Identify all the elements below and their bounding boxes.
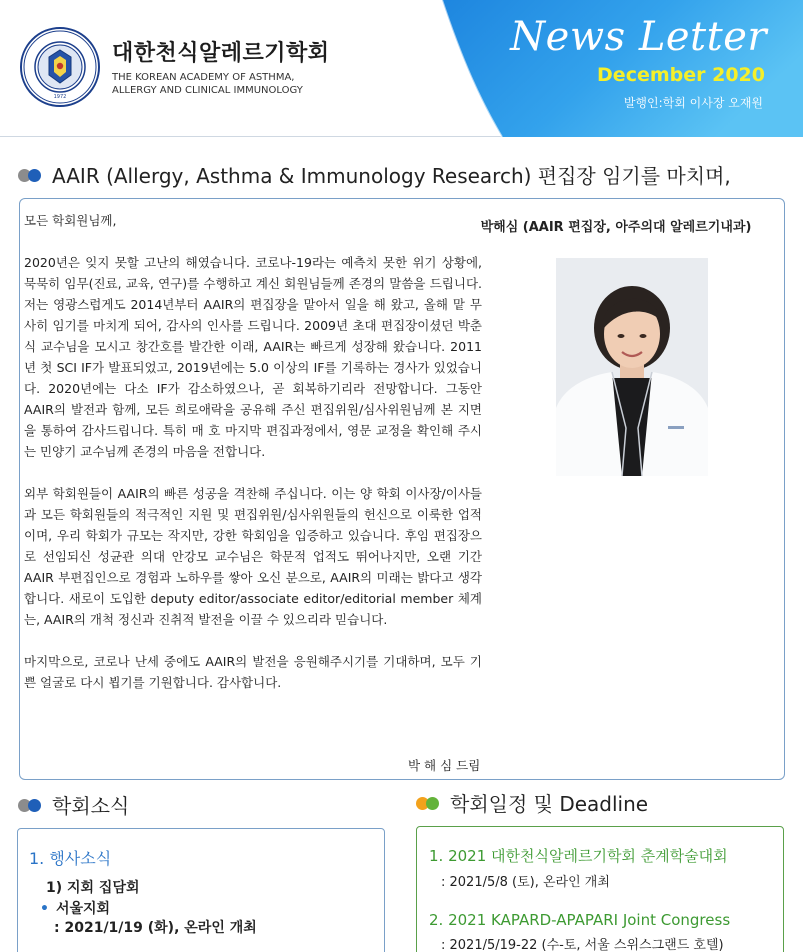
schedule-heading-text: 학회일정 및 Deadline xyxy=(450,792,649,816)
author-photo xyxy=(556,258,708,476)
article-body xyxy=(24,210,482,693)
article-author: 박해심 (AAIR 편집장, 아주의대 알레르기내과) xyxy=(480,220,752,235)
org-name-english xyxy=(112,71,303,97)
academy-seal-logo xyxy=(20,27,100,107)
newsletter-title: News Letter xyxy=(510,14,767,60)
article-greeting: 모든 학회원님께, xyxy=(24,213,117,228)
heading-bullet-icon xyxy=(18,167,44,183)
org-name-korean: 대한천식알레르기학회 xyxy=(112,41,330,66)
article-paragraph-3: 마지막으로, 코로나 난세 중에도 AAIR의 발전을 응원해주시기를 기대하며, 모두 기쁜 얼굴로 다시 뵙기를 기원합니다. 감사합니다. xyxy=(24,654,482,690)
article-signature: 박 해 심 드림 xyxy=(408,758,481,773)
news-section-heading xyxy=(18,790,129,819)
schedule-item-title: 2. 2021 KAPARD-APAPARI Joint Congress xyxy=(429,911,731,929)
newsletter-header xyxy=(0,0,803,137)
schedule-item-date: : 2021/5/19-22 (수-토, 서울 스위스그랜드 호텔) xyxy=(441,938,724,952)
news-sub-title: 1) 지회 집담회 xyxy=(46,880,140,896)
news-bullet-item xyxy=(40,898,110,918)
bullet-dot-icon: • xyxy=(40,901,49,917)
newsletter-issue-date: December 2020 xyxy=(597,64,765,86)
schedule-heading-bullet-icon xyxy=(416,795,442,811)
author-portrait-image xyxy=(556,258,708,476)
article-paragraph-2: 외부 학회원들이 AAIR의 빠른 성공을 격찬해 주십니다. 이는 양 학회 이사장/이사들과 모든 학회원들의 적극적인 지원 및 편집위원/심사위원들의 헌신으로 이룩한 업적이며, 우리 학회가 규모는 작지만, 강한 학회임을 입증하고 있습니다. 후임 편집장으로 선임되신 성균관 의대 안강모 교수님은 학문적 업적도 뛰어나지만, 오랜 기간 AAIR 부편집인으로 경험과 노하우를 쌓아 오신 분으로, AAIR의 미래는 밝다고 생각합니다. 새로이 도입한 deputy editor/associate editor/editorial member 체계는, AAIR의 개척 정신과 진취적 발전을 이끌 수 있으리라 믿습니다. xyxy=(24,486,482,627)
schedule-section-heading xyxy=(416,788,648,817)
news-item-title: 1. 행사소식 xyxy=(29,849,112,868)
schedule-item xyxy=(429,911,730,952)
seal-year: 1972 xyxy=(53,94,67,100)
article-paragraph-1: 2020년은 잊지 못할 고난의 해였습니다. 코로나-19라는 예측치 못한 위기 상황에, 묵묵히 임무(진료, 교육, 연구)를 수행하고 계신 회원님들께 존경의 말씀을 드립니다. 저는 영광스럽게도 2014년부터 AAIR의 편집장을 맡아서 일을 해 왔고, 올해 맡 무사히 임기를 마치게 되어, 감사의 인사를 드립니다. 2009년 초대 편집장이셨던 박춘식 교수님을 모시고 창간호를 발간한 이래, AAIR는 빠르게 성장해 왔습니다. 2011년 첫 SCI IF가 발표되었고, 2019년에는 5.0 이상의 IF를 기록하는 경사가 있었습니다. 2020년에는 다소 IF가 감소하였으나, 곧 회복하기리라 전망합니다. 그동안 AAIR의 발전과 함께, 모든 희로애락을 공유해 주신 편집위원/심사위원님께 본 지면을 통하여 감사드립니다. 특히 매 호 마지막 편집과정에서, 영문 교정을 확인해 주시는 민양기 교수님께 존경의 마음을 전합니다. xyxy=(24,255,482,459)
article-heading-text: AAIR (Allergy, Asthma & Immunology Research) 편집장 임기를 마치며, xyxy=(52,164,731,188)
news-bullet-label: 서울지회 xyxy=(55,901,111,917)
org-name-english-line2: ALLERGY AND CLINICAL IMMUNOLOGY xyxy=(112,85,303,96)
news-heading-bullet-icon xyxy=(18,797,44,813)
schedule-item-title: 1. 2021 대한천식알레르기학회 춘계학술대회 xyxy=(429,847,728,865)
newsletter-publisher: 발행인:학회 이사장 오재원 xyxy=(623,96,763,110)
schedule-item xyxy=(429,845,728,890)
article-heading xyxy=(18,160,731,189)
news-heading-text: 학회소식 xyxy=(52,794,130,818)
news-event-date: : 2021/1/19 (화), 온라인 개최 xyxy=(54,920,257,936)
org-name-english-line1: THE KOREAN ACADEMY OF ASTHMA, xyxy=(112,72,295,83)
schedule-item-date: : 2021/5/8 (토), 온라인 개최 xyxy=(441,875,610,890)
